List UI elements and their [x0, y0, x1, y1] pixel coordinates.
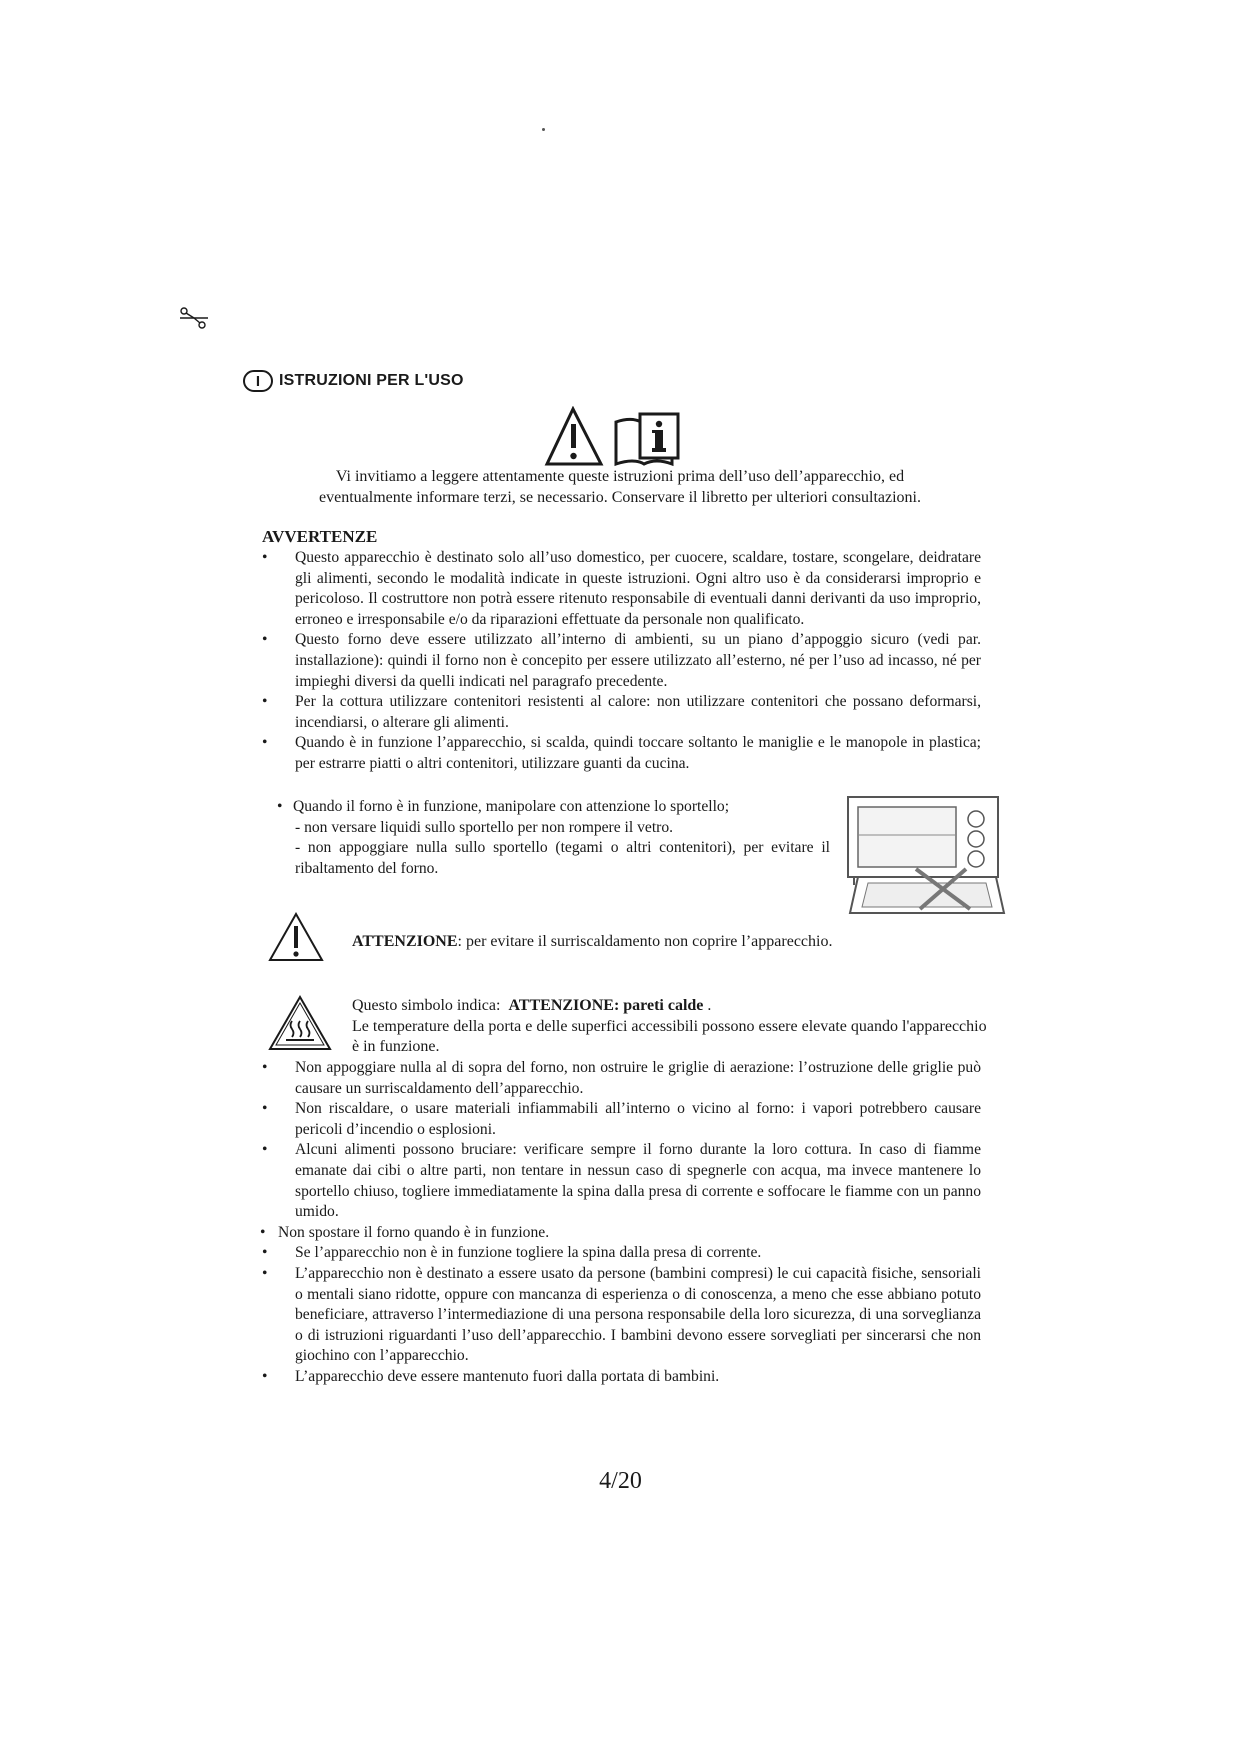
- hot-surface-text: [352, 996, 992, 1058]
- warnings-list: [295, 548, 981, 775]
- list-item: • Alcuni alimenti possono bruciare: verificare sempre il forno durante la loro cottura. In caso di fiamme emanate dai cibi o altre parti, non tentare in nessun caso di spegnerle con acqua, ma invece mantenere lo sportello chiuso, togliere immediatamente la spina dalla presa di corrente e soffocare le fiamme con un panno umido.: [295, 1140, 981, 1222]
- oven-open-door-illustration: [846, 795, 1006, 917]
- hot-surface-label: ATTENZIONE: pareti calde: [508, 997, 704, 1014]
- intro-line-1: Vi invitiamo a leggere attentamente queste istruzioni prima dell’uso dell’apparecchio, ed: [335, 468, 905, 485]
- hot-surface-headline: [352, 996, 992, 1017]
- scissors-icon: [178, 306, 210, 330]
- list-item: • Questo apparecchio è destinato solo all’uso domestico, per cuocere, scaldare, tostare, scongelare, deidratare gli alimenti, secondo le modalità indicate in queste istruzioni. Ogni altro uso è da considerarsi improprio e pericoloso. Il costruttore non potrà essere ritenuto responsabile di eventuali danni derivanti da uso improprio, erroneo e irresponsabile e/o da riparazioni effettuate da personale non qualificato.: [295, 548, 981, 630]
- list-item: • Non riscaldare, o usare materiali infiammabili all’interno o vicino al forno: i vapori potrebbero causare pericoli d’incendio o esplosioni.: [295, 1099, 981, 1140]
- page-number: 4/20: [599, 1468, 642, 1494]
- bullet: •: [277, 798, 283, 815]
- intro-line-2: eventualmente informare terzi, se necessario. Conservare il libretto per ulteriori consultazioni.: [319, 489, 921, 506]
- warnings-title: AVVERTENZE: [262, 527, 378, 546]
- attention-label: ATTENZIONE: [352, 933, 458, 950]
- door-warning-main: Quando il forno è in funzione, manipolare con attenzione lo sportello;: [293, 798, 730, 815]
- stray-dot: [542, 128, 545, 131]
- intro-paragraph: [250, 466, 990, 508]
- list-item: • Quando è in funzione l’apparecchio, si scalda, quindi toccare soltanto le maniglie e le manopole in plastica; per estrarre piatti o altri contenitori, utilizzare guanti da cucina.: [295, 733, 981, 774]
- more-warnings-list: [278, 1058, 981, 1388]
- warning-triangle-icon: [268, 912, 324, 962]
- hot-surface-icon: [268, 995, 332, 1051]
- list-item: • Se l’apparecchio non è in funzione togliere la spina dalla presa di corrente.: [295, 1243, 981, 1264]
- hot-surface-intro: Questo simbolo indica:: [352, 997, 501, 1014]
- list-item: • L’apparecchio non è destinato a essere usato da persone (bambini compresi) le cui capacità fisiche, sensoriali o mentali siano ridotte, oppure con mancanza di esperienza o di conoscenza, a meno che esse abbiano potuto beneficiare, attraverso l’intermediazione di una persona responsabile della loro sicurezza, di una sorveglianza o di istruzioni riguardanti l’uso dell’apparecchio. I bambini devono essere sorvegliati per sincerarsi che non giochino con l’apparecchio.: [295, 1264, 981, 1367]
- language-badge: I: [243, 370, 273, 392]
- page-title: ISTRUZIONI PER L'USO: [279, 372, 464, 389]
- list-item: • Per la cottura utilizzare contenitori resistenti al calore: non utilizzare contenitori che possano deformarsi, incendiarsi, o alterare gli alimenti.: [295, 692, 981, 733]
- list-item: • Non appoggiare nulla al di sopra del forno, non ostruire le griglie di aerazione: l’ostruzione delle griglie può causare un surriscaldamento dell’apparecchio.: [295, 1058, 981, 1099]
- attention-line: [352, 933, 832, 951]
- door-warning-item: [277, 797, 835, 879]
- list-item: • L’apparecchio deve essere mantenuto fuori dalla portata di bambini.: [295, 1367, 981, 1388]
- attention-text: : per evitare il surriscaldamento non coprire l’apparecchio.: [457, 933, 833, 950]
- list-item: • Non spostare il forno quando è in funzione.: [278, 1223, 981, 1244]
- warning-triangle-icon: [547, 409, 601, 464]
- list-item: • Questo forno deve essere utilizzato all’interno di ambienti, su un piano d’appoggio sicuro (vedi par. installazione): quindi il forno non è concepito per essere utilizzato all’esterno, né per l’uso ad incasso, né per impieghi diversi da quelli indicati nel paragrafo precedente.: [295, 630, 981, 692]
- door-warning-sub-1: - non versare liquidi sullo sportello per non rompere il vetro.: [295, 818, 674, 836]
- hot-surface-suffix: .: [707, 997, 712, 1014]
- warning-and-manual-icons: [544, 406, 694, 468]
- hot-surface-description: Le temperature della porta e delle superfici accessibili possono essere elevate quando l'apparecchio è in funzione.: [352, 1017, 987, 1056]
- section-header: [243, 370, 464, 392]
- door-warning-sub-2: - non appoggiare nulla sullo sportello (tegami o altri contenitori), per evitare il ribaltamento del forno.: [295, 839, 830, 877]
- read-manual-icon: [616, 414, 678, 464]
